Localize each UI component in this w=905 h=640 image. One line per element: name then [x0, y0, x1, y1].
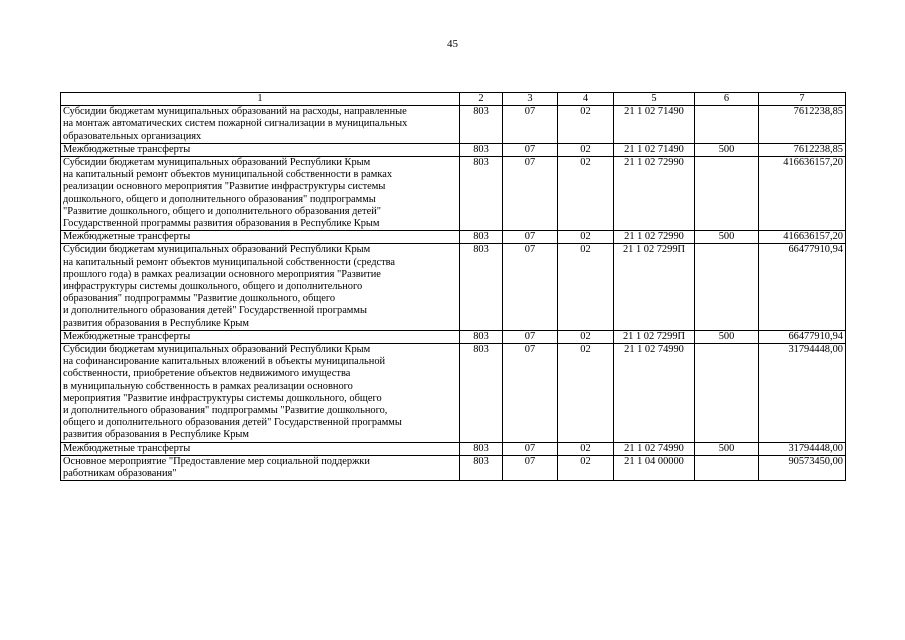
cell-subsection: 02 — [558, 106, 614, 144]
cell-expense-type — [695, 344, 759, 443]
cell-grbs: 803 — [460, 330, 503, 343]
cell-target-article: 21 1 02 74990 — [614, 442, 695, 455]
description-line: и дополнительного образования" подпрограммы "Развитие дошкольного, — [63, 405, 388, 417]
cell-amount: 66477910,94 — [759, 244, 846, 330]
table-row — [61, 455, 846, 480]
description-line: работникам образования" — [63, 468, 177, 480]
table-row — [61, 157, 846, 231]
cell-subsection: 02 — [558, 455, 614, 480]
column-header: 2 — [460, 93, 503, 106]
cell-grbs: 803 — [460, 442, 503, 455]
description-line: Субсидии бюджетам муниципальных образований на расходы, направленные — [63, 106, 407, 118]
table-row — [61, 231, 846, 244]
description-line: развития образования в Республике Крым — [63, 429, 249, 441]
description-line: инфраструктуры системы дошкольного, общего и дополнительного — [63, 281, 363, 293]
cell-section: 07 — [503, 244, 558, 330]
cell-subsection: 02 — [558, 244, 614, 330]
description-line: на капитальный ремонт объектов муниципальной собственности в рамках — [63, 169, 393, 181]
cell-grbs: 803 — [460, 157, 503, 231]
cell-amount: 416636157,20 — [759, 157, 846, 231]
description-line: дошкольного, общего и дополнительного образования" подпрограммы — [63, 193, 376, 205]
cell-expense-type — [695, 106, 759, 144]
description-line: Субсидии бюджетам муниципальных образований Республики Крым — [63, 244, 371, 256]
cell-expense-type: 500 — [695, 330, 759, 343]
table-row — [61, 442, 846, 455]
row-description — [61, 344, 460, 443]
column-header: 5 — [614, 93, 695, 106]
cell-section: 07 — [503, 231, 558, 244]
description-line: на софинансирование капитальных вложений в объекты муниципальной — [63, 356, 386, 368]
cell-amount: 66477910,94 — [759, 330, 846, 343]
table-header-row — [61, 93, 846, 106]
cell-amount: 416636157,20 — [759, 231, 846, 244]
cell-expense-type — [695, 455, 759, 480]
description-line: развития образования в Республике Крым — [63, 317, 249, 329]
cell-expense-type — [695, 157, 759, 231]
cell-subsection: 02 — [558, 344, 614, 443]
cell-grbs: 803 — [460, 455, 503, 480]
description-line: образовательных организациях — [63, 130, 202, 142]
cell-subsection: 02 — [558, 442, 614, 455]
cell-amount: 31794448,00 — [759, 442, 846, 455]
description-line: и дополнительного образования детей" Государственной программы — [63, 305, 367, 317]
cell-target-article: 21 1 02 71490 — [614, 106, 695, 144]
column-header: 6 — [695, 93, 759, 106]
cell-grbs: 803 — [460, 244, 503, 330]
cell-subsection: 02 — [558, 157, 614, 231]
table-row — [61, 330, 846, 343]
description-line: Государственной программы развития образования в Республике Крым — [63, 218, 380, 230]
description-line: Межбюджетные трансферты — [63, 442, 191, 454]
cell-section: 07 — [503, 330, 558, 343]
description-line: мероприятия "Развитие инфраструктуры системы дошкольного, общего — [63, 392, 382, 404]
description-line: в муниципальную собственность в рамках реализации основного — [63, 380, 353, 392]
cell-amount: 31794448,00 — [759, 344, 846, 443]
description-line: Субсидии бюджетам муниципальных образований Республики Крым — [63, 344, 371, 356]
row-description — [61, 231, 460, 244]
description-line: образования" подпрограммы "Развитие дошкольного, общего — [63, 293, 336, 305]
row-description — [61, 244, 460, 330]
cell-target-article: 21 1 02 71490 — [614, 143, 695, 156]
cell-expense-type: 500 — [695, 143, 759, 156]
cell-expense-type: 500 — [695, 231, 759, 244]
cell-expense-type: 500 — [695, 442, 759, 455]
cell-amount: 7612238,85 — [759, 106, 846, 144]
description-line: на монтаж автоматических систем пожарной сигнализации в муниципальных — [63, 118, 408, 130]
cell-section: 07 — [503, 455, 558, 480]
description-line: реализации основного мероприятия "Развитие инфраструктуры системы — [63, 181, 386, 193]
cell-section: 07 — [503, 344, 558, 443]
column-header: 4 — [558, 93, 614, 106]
description-line: Межбюджетные трансферты — [63, 143, 191, 155]
cell-subsection: 02 — [558, 143, 614, 156]
description-line: Межбюджетные трансферты — [63, 231, 191, 243]
row-description — [61, 330, 460, 343]
description-line: Основное мероприятие "Предоставление мер социальной поддержки — [63, 455, 370, 467]
description-line: прошлого года) в рамках реализации основного мероприятия "Развитие — [63, 268, 381, 280]
cell-section: 07 — [503, 143, 558, 156]
budget-table — [60, 92, 846, 481]
cell-target-article: 21 1 02 72990 — [614, 231, 695, 244]
cell-amount: 90573450,00 — [759, 455, 846, 480]
row-description — [61, 455, 460, 480]
row-description — [61, 157, 460, 231]
table-row — [61, 244, 846, 330]
column-header: 1 — [61, 93, 460, 106]
cell-grbs: 803 — [460, 106, 503, 144]
description-line: Субсидии бюджетам муниципальных образований Республики Крым — [63, 157, 371, 169]
cell-section: 07 — [503, 106, 558, 144]
cell-target-article: 21 1 02 7299П — [614, 244, 695, 330]
page-number: 45 — [447, 38, 458, 50]
cell-subsection: 02 — [558, 330, 614, 343]
description-line: собственности, приобретение объектов недвижимого имущества — [63, 368, 351, 380]
table-row — [61, 106, 846, 144]
cell-grbs: 803 — [460, 344, 503, 443]
cell-expense-type — [695, 244, 759, 330]
description-line: "Развитие дошкольного, общего и дополнительного образования детей" — [63, 205, 381, 217]
cell-target-article: 21 1 02 7299П — [614, 330, 695, 343]
description-line: общего и дополнительного образования детей" Государственной программы — [63, 417, 402, 429]
cell-target-article: 21 1 02 74990 — [614, 344, 695, 443]
row-description — [61, 143, 460, 156]
row-description — [61, 442, 460, 455]
cell-amount: 7612238,85 — [759, 143, 846, 156]
column-header: 7 — [759, 93, 846, 106]
description-line: Межбюджетные трансферты — [63, 330, 191, 342]
cell-target-article: 21 1 04 00000 — [614, 455, 695, 480]
cell-grbs: 803 — [460, 143, 503, 156]
table-row — [61, 143, 846, 156]
cell-grbs: 803 — [460, 231, 503, 244]
description-line: на капитальный ремонт объектов муниципальной собственности (средства — [63, 256, 396, 268]
column-header: 3 — [503, 93, 558, 106]
cell-section: 07 — [503, 442, 558, 455]
table-row — [61, 344, 846, 443]
row-description — [61, 106, 460, 144]
cell-subsection: 02 — [558, 231, 614, 244]
cell-target-article: 21 1 02 72990 — [614, 157, 695, 231]
cell-section: 07 — [503, 157, 558, 231]
